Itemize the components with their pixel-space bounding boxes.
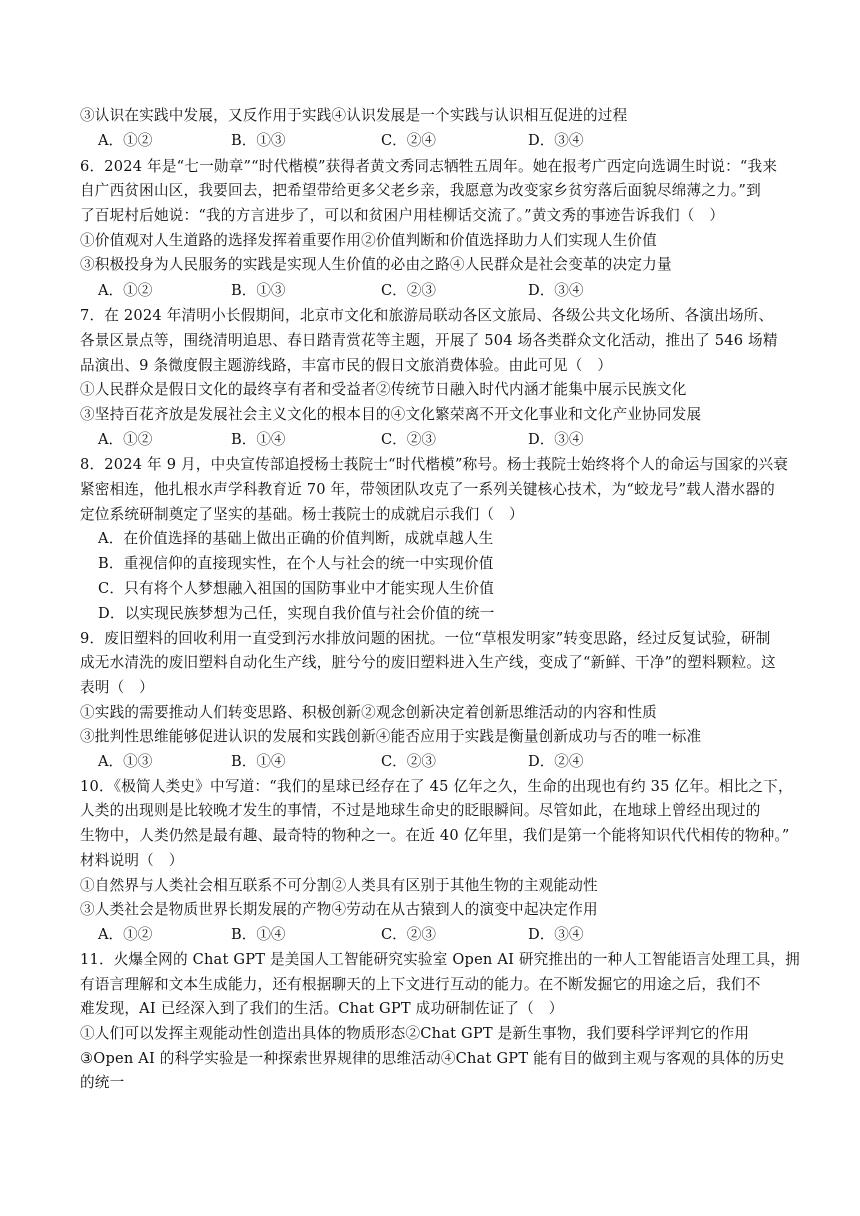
q7-options	[98, 428, 798, 452]
q6-option-a[interactable]: A．①②	[98, 282, 153, 299]
q10-stem-line-2: 人类的出现则是比较晚才发生的事情，不过是地球生命史的眨眼瞬间。尽管如此，在地球上曾经出现过的	[80, 802, 761, 819]
q9-stem-line-1: 9．废旧塑料的回收利用一直受到污水排放问题的困扰。一位“草根发明家”转变思路，经过反复试验，研制	[80, 630, 771, 647]
q8-option-c[interactable]: C．只有将个人梦想融入祖国的国防事业中才能实现人生价值	[98, 580, 495, 597]
q11-stem-line-3: 难发现，AI 已经深入到了我们的生活。Chat GPT 成功研制佐证了（ ）	[80, 1000, 564, 1017]
q9-stem-line-2: 成无水清洗的废旧塑料自动化生产线，脏兮兮的废旧塑料进入生产线，变成了“新鲜、干净”的塑料颗粒。这	[80, 654, 776, 671]
q8-stem-line-3: 定位系统研制奠定了坚实的基础。杨士莪院士的成就启示我们（ ）	[80, 506, 524, 523]
q7-option-d[interactable]: D．③④	[528, 431, 584, 448]
q9-option-c[interactable]: C．②③	[381, 753, 436, 770]
q5-option-d[interactable]: D．③④	[528, 132, 584, 149]
q5-option-a[interactable]: A．①②	[98, 132, 153, 149]
q6-stem-line-3: 了百坭村后她说：“我的方言进步了，可以和贫困户用桂柳话交流了。”黄文秀的事迹告诉我们（ ）	[80, 207, 725, 224]
q7-option-c[interactable]: C．②③	[381, 431, 436, 448]
q7-stem-line-3: 品演出、9 条微度假主题游线路，丰富市民的假日文旅消费体验。由此可见（ ）	[80, 357, 613, 374]
q9-statement-1: ①实践的需要推动人们转变思路、积极创新②观念创新决定着创新思维活动的内容和性质	[80, 704, 657, 721]
q8-stem-line-1: 8．2024 年 9 月，中央宣传部追授杨士莪院士“时代楷模”称号。杨士莪院士始终将个人的命运与国家的兴衰	[80, 456, 789, 473]
q5-options	[98, 129, 798, 153]
q6-stem-line-1: 6．2024 年是“七一勋章”“时代楷模”获得者黄文秀同志牺牲五周年。她在报考广西定向选调生时说：“我来	[80, 158, 778, 175]
q9-option-a[interactable]: A．①③	[98, 753, 153, 770]
q9-option-d[interactable]: D．②④	[528, 753, 584, 770]
q7-statement-1: ①人民群众是假日文化的最终享有者和受益者②传统节日融入时代内涵才能集中展示民族文化	[80, 381, 687, 398]
q5-option-b[interactable]: B．①③	[231, 132, 286, 149]
q10-stem-line-3: 生物中，人类仍然是最有趣、最奇特的物种之一。在近 40 亿年里，我们是第一个能将知识代代相传的物种。”	[80, 827, 790, 844]
q6-statement-2: ③积极投身为人民服务的实践是实现人生价值的必由之路④人民群众是社会变革的决定力量	[80, 256, 672, 273]
q5-statement-line: ③认识在实践中发展，又反作用于实践④认识发展是一个实践与认识相互促进的过程	[80, 107, 628, 124]
q6-option-b[interactable]: B．①③	[231, 282, 286, 299]
q11-statement-2: ③Open AI 的科学实验是一种探索世界规律的思维活动④Chat GPT 能有目的做到主观与客观的具体的历史	[80, 1050, 785, 1067]
q9-statement-2: ③批判性思维能够促进认识的发展和实践创新④能否应用于实践是衡量创新成功与否的唯一标准	[80, 728, 702, 745]
q9-options	[98, 750, 798, 774]
q7-stem-line-1: 7．在 2024 年清明小长假期间，北京市文化和旅游局联动各区文旅局、各级公共文化场所、各演出场所、	[80, 307, 774, 324]
q10-option-d[interactable]: D．③④	[528, 926, 584, 943]
q6-options	[98, 279, 798, 303]
q11-statement-3: 的统一	[80, 1074, 125, 1091]
q11-stem-line-2: 有语言理解和文本生成能力，还有根据聊天的上下文进行互动的能力。在不断发掘它的用途之后，我们不	[80, 976, 761, 993]
q6-stem-line-2: 自广西贫困山区，我要回去，把希望带给更多父老乡亲，我愿意为改变家乡贫穷落后面貌尽绵薄之力。”到	[80, 182, 761, 199]
q10-options	[98, 923, 798, 947]
q11-statement-1: ①人们可以发挥主观能动性创造出具体的物质形态②Chat GPT 是新生事物，我们要科学评判它的作用	[80, 1025, 750, 1042]
q10-option-b[interactable]: B．①④	[231, 926, 286, 943]
q8-option-d[interactable]: D．以实现民族梦想为己任，实现自我价值与社会价值的统一	[98, 605, 495, 622]
q7-option-a[interactable]: A．①②	[98, 431, 153, 448]
q10-option-c[interactable]: C．②③	[381, 926, 436, 943]
q10-statement-2: ③人类社会是物质世界长期发展的产物④劳动在从古猿到人的演变中起决定作用	[80, 901, 598, 918]
q8-option-b[interactable]: B．重视信仰的直接现实性，在个人与社会的统一中实现价值	[98, 555, 494, 572]
q6-option-d[interactable]: D．③④	[528, 282, 584, 299]
q8-stem-line-2: 紧密相连，他扎根水声学科教育近 70 年，带领团队攻克了一系列关键核心技术，为“蛟龙号”载人潜水器的	[80, 481, 775, 498]
q6-option-c[interactable]: C．②③	[381, 282, 436, 299]
q10-statement-1: ①自然界与人类社会相互联系不可分割②人类具有区别于其他生物的主观能动性	[80, 877, 598, 894]
q10-stem-line-1: 10．《极简人类史》中写道：“我们的星球已经存在了 45 亿年之久，生命的出现也有约 35 亿年。相比之下，	[80, 778, 793, 795]
q6-statement-1: ①价值观对人生道路的选择发挥着重要作用②价值判断和价值选择助力人们实现人生价值	[80, 232, 657, 249]
q7-statement-2: ③坚持百花齐放是发展社会主义文化的根本目的④文化繁荣离不开文化事业和文化产业协同发展	[80, 406, 702, 423]
q5-option-c[interactable]: C．②④	[381, 132, 436, 149]
q7-option-b[interactable]: B．①④	[231, 431, 286, 448]
q7-stem-line-2: 各景区景点等，围绕清明追思、春日踏青赏花等主题，开展了 504 场各类群众文化活动，推出了 546 场精	[80, 332, 778, 349]
q10-option-a[interactable]: A．①②	[98, 926, 153, 943]
q9-stem-line-3: 表明（ ）	[80, 679, 154, 696]
q11-stem-line-1: 11．火爆全网的 Chat GPT 是美国人工智能研究实验室 Open AI 研究推出的一种人工智能语言处理工具，拥	[80, 951, 800, 968]
q8-option-a[interactable]: A．在价值选择的基础上做出正确的价值判断，成就卓越人生	[98, 530, 494, 547]
q10-stem-line-4: 材料说明（ ）	[80, 852, 184, 869]
q9-option-b[interactable]: B．①④	[231, 753, 286, 770]
